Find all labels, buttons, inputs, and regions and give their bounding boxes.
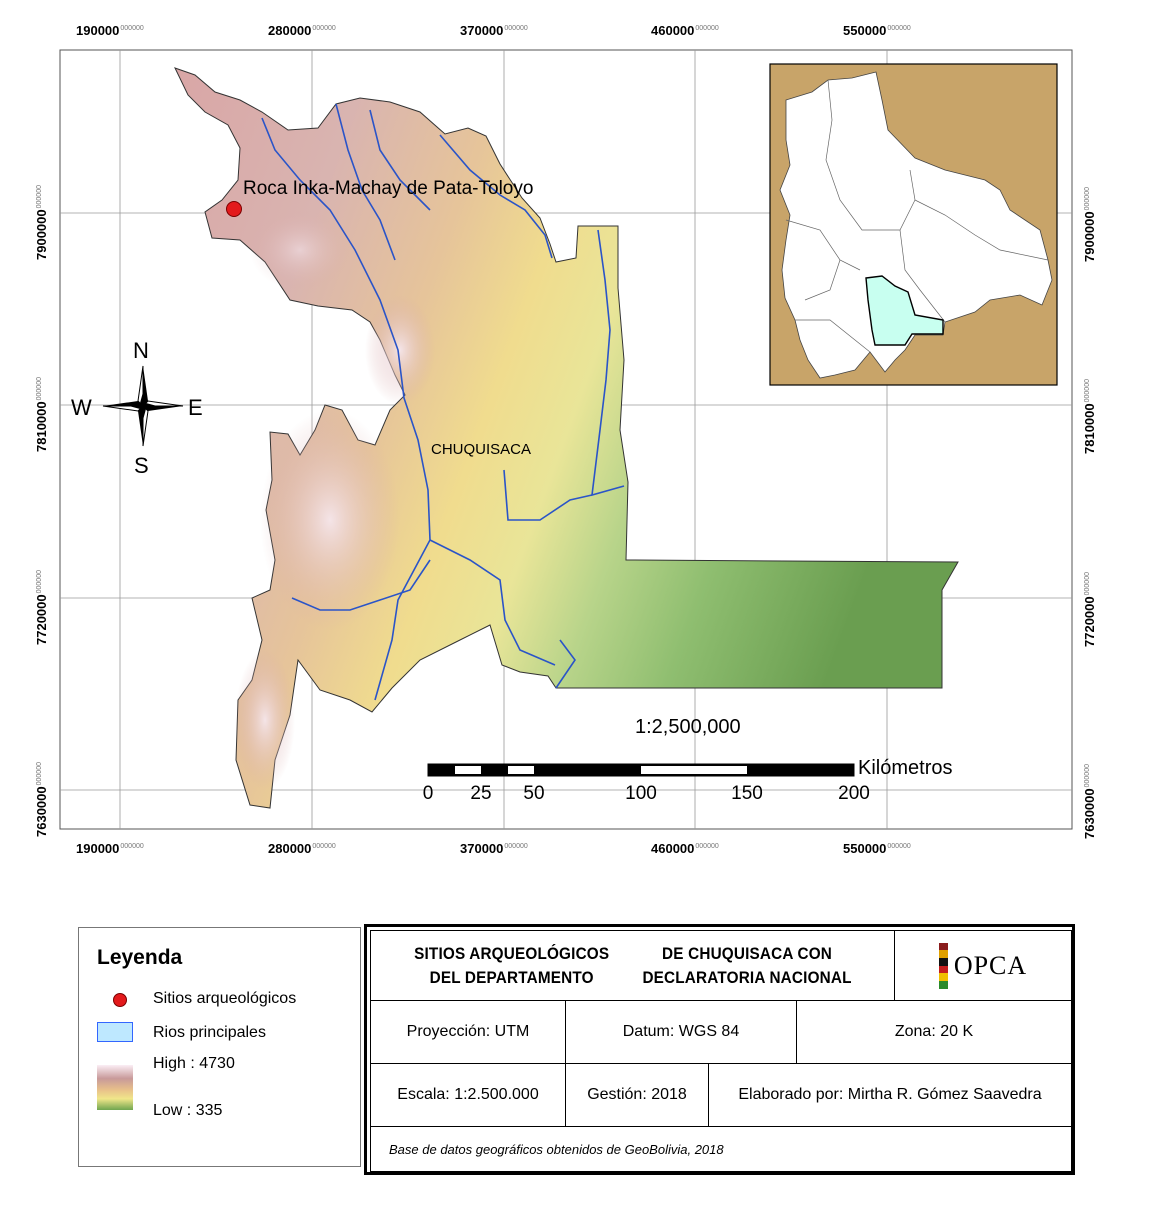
y-tick-left: $7900000^{000000}$ — [34, 185, 49, 260]
projection-cell: Proyección: UTM — [370, 1000, 566, 1064]
legend — [78, 927, 361, 1167]
author-cell: Elaborado por: Mirtha R. Gómez Saavedra — [708, 1063, 1072, 1127]
site-label: Roca Inka-Machay de Pata-Toloyo — [243, 178, 534, 199]
y-tick-right: $7630000^{000000}$ — [1082, 764, 1097, 839]
x-tick-bottom: $370000^{000000}$ — [460, 841, 528, 856]
scale-ratio: 1:2,500,000 — [635, 716, 741, 738]
compass-west-label: W — [71, 395, 92, 420]
legend-title: Leyenda — [97, 946, 183, 969]
scale-unit: Kilómetros — [858, 757, 953, 779]
logo-text: OPCA — [953, 950, 1028, 980]
scale-number: 25 — [470, 783, 492, 804]
region-label: CHUQUISACA — [431, 441, 532, 458]
x-tick-top: $460000^{000000}$ — [651, 23, 719, 38]
legend-high: High : 4730 — [153, 1055, 235, 1072]
x-tick-bottom: $550000^{000000}$ — [843, 841, 911, 856]
y-tick-left: $7810000^{000000}$ — [34, 377, 49, 452]
source-note: Base de datos geográficos obtenidos de GeoBolivia, 2018 — [370, 1126, 1072, 1172]
x-tick-bottom: $280000^{000000}$ — [268, 841, 336, 856]
compass-north-label: N — [133, 338, 149, 363]
x-tick-top: $190000^{000000}$ — [76, 23, 144, 38]
scale-number: 100 — [625, 783, 657, 804]
title-block — [364, 924, 1075, 1175]
zone-cell: Zona: 20 K — [796, 1000, 1072, 1064]
scale-number: 150 — [731, 783, 763, 804]
y-tick-right: $7810000^{000000}$ — [1082, 379, 1097, 454]
site-marker-roca-inka-machay[interactable] — [227, 202, 242, 217]
compass-south-label: S — [134, 453, 149, 478]
scale-number: 200 — [838, 783, 870, 804]
y-tick-right: $7900000^{000000}$ — [1082, 187, 1097, 262]
legend-item-rivers: Rios principales — [153, 1024, 266, 1041]
x-tick-top: $550000^{000000}$ — [843, 23, 911, 38]
scale-cell: Escala: 1:2.500.000 — [370, 1063, 566, 1127]
title-cell — [370, 930, 895, 1001]
y-tick-left: $7630000^{000000}$ — [34, 762, 49, 837]
legend-item-sites: Sitios arqueológicos — [153, 990, 297, 1007]
x-tick-bottom: $190000^{000000}$ — [76, 841, 144, 856]
legend-low: Low : 335 — [153, 1102, 223, 1119]
y-tick-left: $7720000^{000000}$ — [34, 570, 49, 645]
datum-cell: Datum: WGS 84 — [565, 1000, 797, 1064]
x-tick-top: $280000^{000000}$ — [268, 23, 336, 38]
logo-cell — [894, 930, 1072, 1001]
x-tick-bottom: $460000^{000000}$ — [651, 841, 719, 856]
opca-logo-icon — [939, 943, 948, 989]
river-symbol-icon — [97, 1022, 133, 1042]
elevation-ramp — [97, 1065, 133, 1110]
x-tick-top: $370000^{000000}$ — [460, 23, 528, 38]
map-title: SITIOS ARQUEOLÓGICOS DEL DEPARTAMENTO DE CHUQUISACA CON DECLARATORIA NACIONAL — [414, 943, 852, 987]
compass-east-label: E — [188, 395, 203, 420]
year-cell: Gestión: 2018 — [565, 1063, 709, 1127]
inset-map — [770, 64, 1057, 385]
scale-number: 50 — [523, 783, 545, 804]
y-tick-right: $7720000^{000000}$ — [1082, 572, 1097, 647]
scale-number: 0 — [422, 783, 434, 804]
site-symbol-icon — [113, 993, 127, 1007]
scale-bar — [428, 764, 854, 776]
